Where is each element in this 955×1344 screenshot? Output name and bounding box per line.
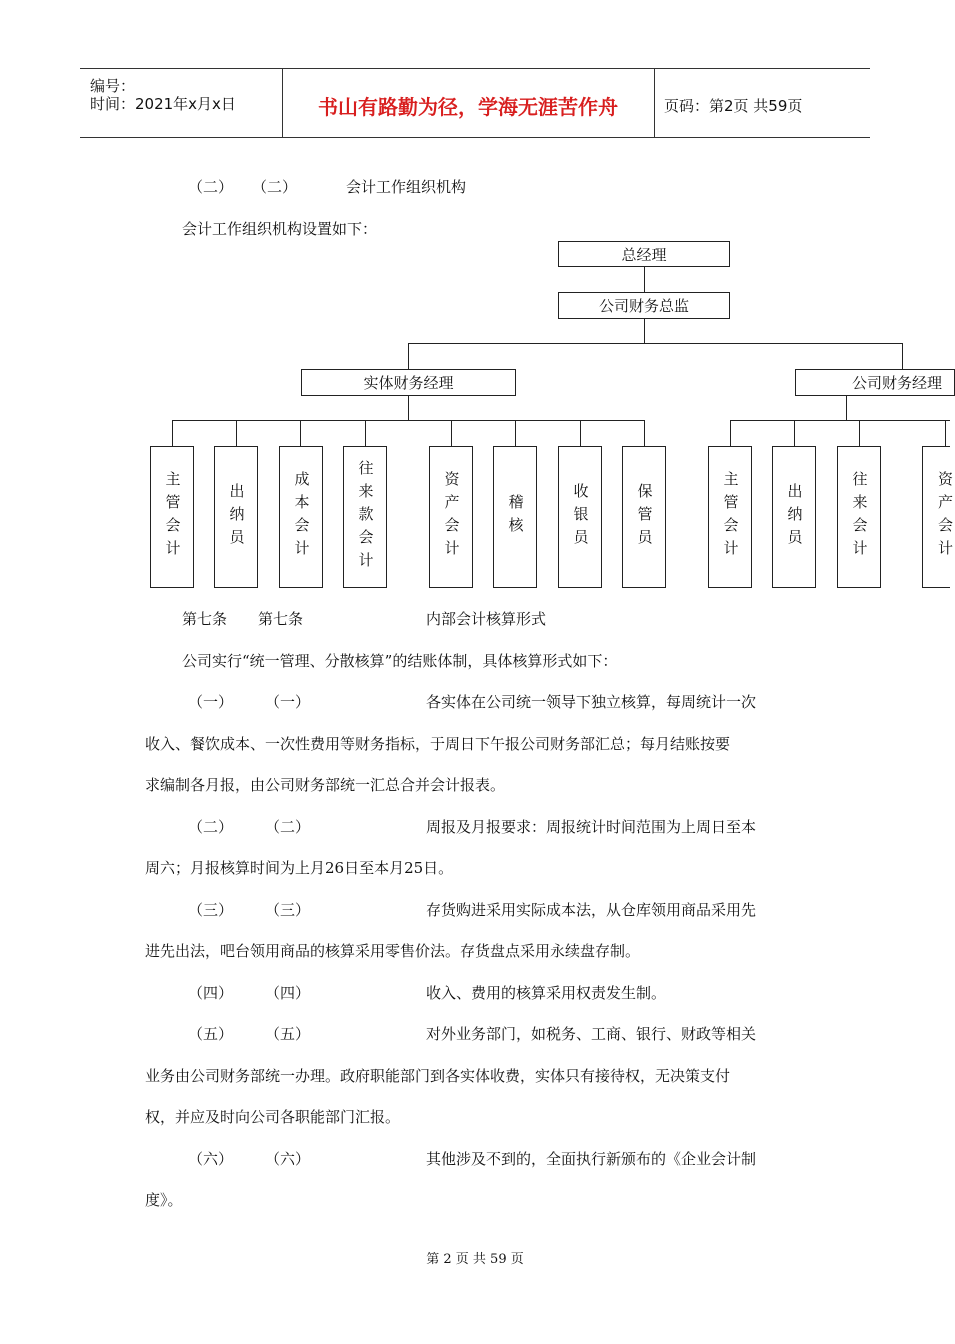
org-box-finance-director: 公司财务总监 bbox=[558, 292, 730, 319]
section-number: （二） bbox=[188, 178, 234, 196]
org-box-company-finance-manager: 公司财务经理 bbox=[795, 369, 955, 396]
item-number: （二） bbox=[188, 818, 234, 836]
item-number-repeat: （四） bbox=[265, 984, 311, 1002]
item-text: 收入、费用的核算采用权责发生制。 bbox=[426, 984, 667, 1002]
org-role-label: 出纳员 bbox=[785, 482, 804, 552]
org-role-label: 资产会计 bbox=[936, 471, 954, 563]
org-box-entity-finance-manager: 实体财务经理 bbox=[301, 369, 516, 396]
connector-line bbox=[846, 395, 847, 421]
org-box-general-manager: 总经理 bbox=[558, 241, 730, 267]
org-role-box bbox=[429, 446, 473, 588]
item-text-continued: 度》。 bbox=[145, 1191, 183, 1209]
page-info: 页码：第2页 共59页 bbox=[664, 97, 803, 115]
connector-line bbox=[730, 420, 731, 446]
section-title: 会计工作组织机构 bbox=[346, 178, 467, 196]
time-label: 时间：2021年x月x日 bbox=[90, 95, 236, 113]
item-number: （三） bbox=[188, 901, 234, 919]
connector-line bbox=[451, 420, 452, 446]
item-text: 其他涉及不到的，全面执行新颁布的《企业会计制 bbox=[426, 1150, 757, 1168]
item-number-repeat: （六） bbox=[265, 1150, 311, 1168]
item-number: （四） bbox=[188, 984, 234, 1002]
connector-line bbox=[408, 343, 902, 344]
org-role-box bbox=[708, 446, 752, 588]
number-label: 编号： bbox=[90, 77, 136, 95]
intro-paragraph: 公司实行“统一管理、分散核算”的结账体制，具体核算形式如下： bbox=[182, 652, 618, 670]
org-role-box bbox=[343, 446, 387, 588]
connector-line bbox=[408, 395, 409, 421]
article-title: 内部会计核算形式 bbox=[426, 610, 547, 628]
connector-line bbox=[859, 420, 860, 446]
header-divider bbox=[654, 69, 655, 137]
org-role-box bbox=[837, 446, 881, 588]
item-text: 周报及月报要求：周报统计时间范围为上周日至本 bbox=[426, 818, 757, 836]
item-number-repeat: （五） bbox=[265, 1025, 311, 1043]
connector-line bbox=[515, 420, 516, 446]
connector-line bbox=[580, 420, 581, 446]
org-role-box bbox=[150, 446, 194, 588]
item-number-repeat: （一） bbox=[265, 693, 311, 711]
org-role-box bbox=[279, 446, 323, 588]
connector-line bbox=[300, 420, 301, 446]
item-text-continued: 周六；月报核算时间为上月26日至本月25日。 bbox=[145, 859, 454, 877]
org-role-label: 往来会计 bbox=[850, 471, 869, 563]
item-number: （一） bbox=[188, 693, 234, 711]
connector-line bbox=[902, 343, 903, 369]
section-number-repeat: （二） bbox=[252, 178, 298, 196]
org-role-label: 稽核 bbox=[506, 494, 525, 540]
connector-line bbox=[945, 420, 946, 446]
org-role-label: 往来款会计 bbox=[356, 459, 375, 575]
org-role-box bbox=[214, 446, 258, 588]
item-text: 存货购进采用实际成本法，从仓库领用商品采用先 bbox=[426, 901, 757, 919]
item-text-continued: 权，并应及时向公司各职能部门汇报。 bbox=[145, 1108, 401, 1126]
org-role-box bbox=[558, 446, 602, 588]
connector-line bbox=[794, 420, 795, 446]
item-text-continued: 进先出法，吧台领用商品的核算采用零售价法。存货盘点采用永续盘存制。 bbox=[145, 942, 641, 960]
connector-line bbox=[644, 266, 645, 292]
article-number: 第七条 bbox=[182, 610, 228, 628]
page-header bbox=[80, 68, 870, 138]
org-intro: 会计工作组织机构设置如下： bbox=[182, 220, 378, 238]
item-text-continued: 求编制各月报，由公司财务部统一汇总合并会计报表。 bbox=[145, 776, 506, 794]
page-footer: 第 2 页 共 59 页 bbox=[426, 1252, 524, 1267]
item-number-repeat: （二） bbox=[265, 818, 311, 836]
item-text: 对外业务部门，如税务、工商、银行、财政等相关 bbox=[426, 1025, 757, 1043]
connector-line bbox=[644, 318, 645, 344]
org-role-label: 保管员 bbox=[635, 482, 654, 552]
connector-line bbox=[730, 420, 950, 421]
connector-line bbox=[408, 343, 409, 369]
org-role-label: 主管会计 bbox=[163, 471, 182, 563]
org-role-label: 主管会计 bbox=[721, 471, 740, 563]
item-text-continued: 业务由公司财务部统一办理。政府职能部门到各实体收费，实体只有接待权，无决策支付 bbox=[145, 1067, 731, 1085]
item-number: （五） bbox=[188, 1025, 234, 1043]
item-text: 各实体在公司统一领导下独立核算，每周统计一次 bbox=[426, 693, 757, 711]
org-role-label: 出纳员 bbox=[227, 482, 246, 552]
org-role-label: 资产会计 bbox=[442, 471, 461, 563]
connector-line bbox=[365, 420, 366, 446]
org-role-box bbox=[922, 446, 954, 588]
connector-line bbox=[644, 420, 645, 446]
connector-line bbox=[172, 420, 173, 446]
org-role-label: 收银员 bbox=[571, 482, 590, 552]
connector-line bbox=[236, 420, 237, 446]
org-role-box bbox=[493, 446, 537, 588]
item-number: （六） bbox=[188, 1150, 234, 1168]
org-role-box bbox=[622, 446, 666, 588]
item-number-repeat: （三） bbox=[265, 901, 311, 919]
header-motto: 书山有路勤为径，学海无涯苦作舟 bbox=[318, 95, 618, 119]
connector-line bbox=[172, 420, 645, 421]
org-role-label: 成本会计 bbox=[292, 471, 311, 563]
org-role-box bbox=[772, 446, 816, 588]
article-number-repeat: 第七条 bbox=[258, 610, 304, 628]
item-text-continued: 收入、餐饮成本、一次性费用等财务指标，于周日下午报公司财务部汇总；每月结账按要 bbox=[145, 735, 731, 753]
